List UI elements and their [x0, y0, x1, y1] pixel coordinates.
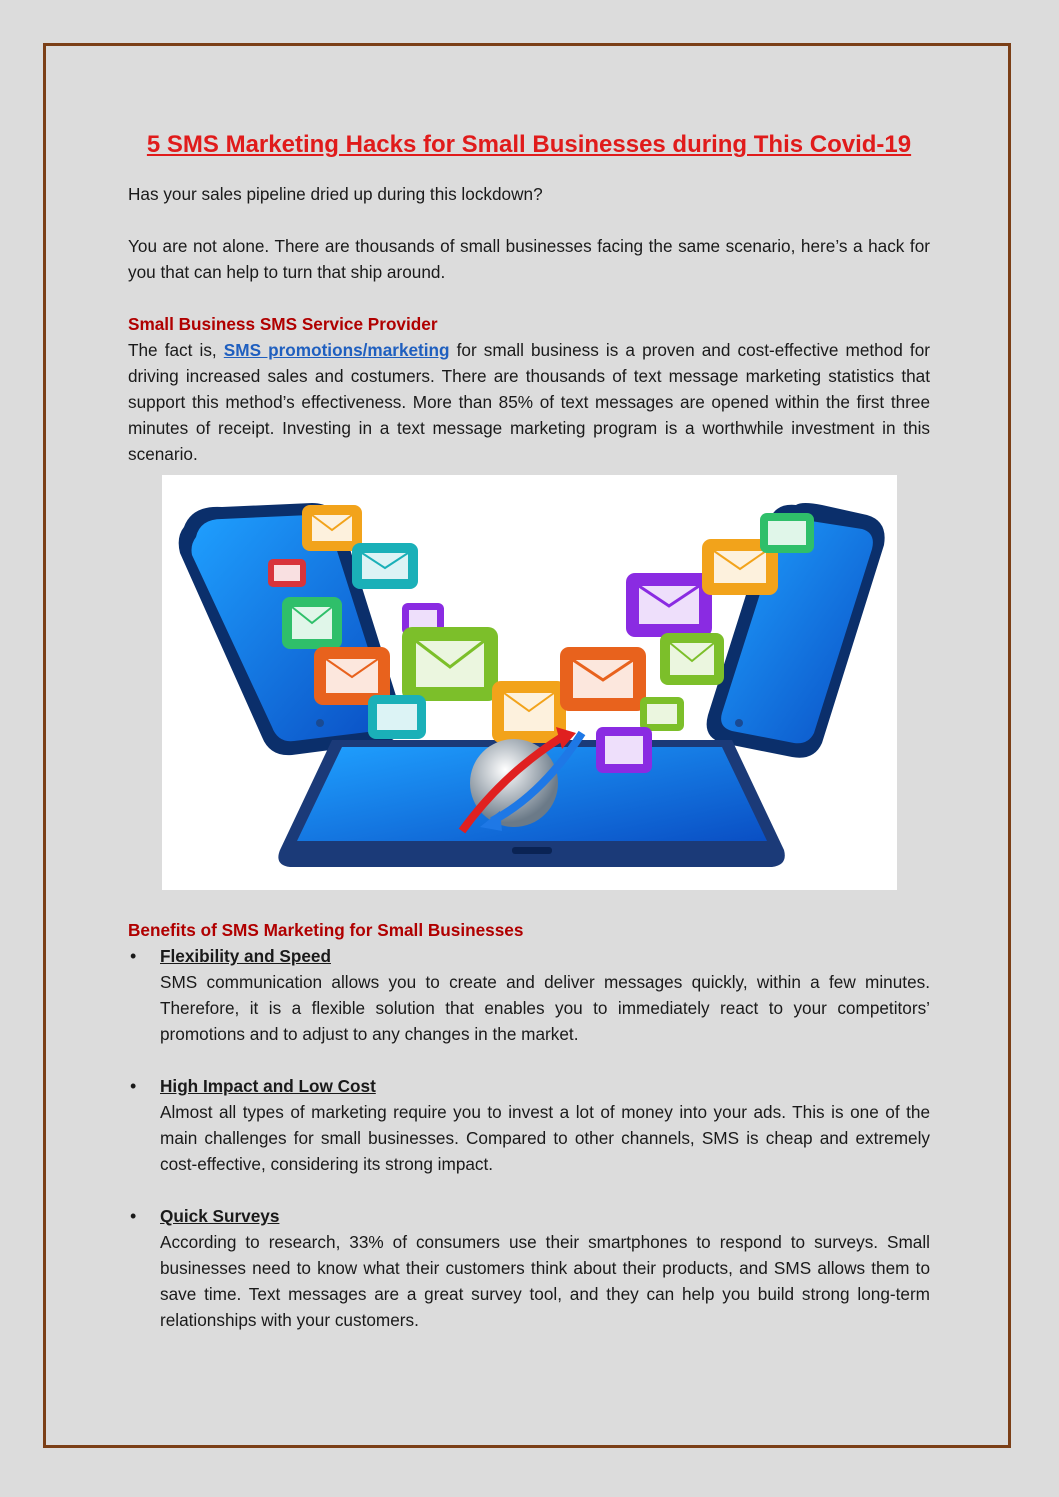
provider-heading: Small Business SMS Service Provider [128, 314, 438, 334]
bullet-icon: • [130, 1076, 137, 1096]
sms-marketing-illustration [162, 475, 897, 890]
provider-paragraph [128, 337, 930, 467]
benefit-text: Almost all types of marketing require you to invest a lot of money into your ads. This is one of the main challenges for small businesses. Compared to other channels, SMS is cheap and extremely cost-effective, considering its strong impact. [160, 1102, 930, 1174]
intro-paragraph: You are not alone. There are thousands of small businesses facing the same scenario, here’s a hack for you that can help to turn that ship around. [128, 236, 930, 282]
provider-text-start: The fact is, [128, 340, 224, 360]
benefit-title: High Impact and Low Cost [160, 1076, 376, 1096]
sms-illustration-graphic [162, 475, 897, 890]
document-body [128, 128, 930, 467]
benefit-title: Quick Surveys [160, 1206, 280, 1226]
benefit-text: According to research, 33% of consumers use their smartphones to respond to surveys. Small businesses need to know what their customers think about their products, and SMS allows them to save time. Text messages are a great survey tool, and they can help you build strong long-term relationships with your customers. [160, 1232, 930, 1330]
benefit-item [128, 943, 930, 1047]
benefit-title: Flexibility and Speed [160, 946, 331, 966]
page-title: 5 SMS Marketing Hacks for Small Businesses during This Covid-19 [146, 131, 912, 158]
sms-marketing-link[interactable]: SMS promotions/marketing [223, 340, 450, 360]
benefit-item [128, 1073, 930, 1177]
intro-question: Has your sales pipeline dried up during this lockdown? [128, 184, 543, 204]
bullet-icon: • [130, 1206, 137, 1226]
benefit-item [128, 1203, 930, 1333]
benefits-heading: Benefits of SMS Marketing for Small Businesses [128, 920, 524, 940]
benefit-text: SMS communication allows you to create and deliver messages quickly, within a few minutes. Therefore, it is a flexible solution that enables you to immediately react to your competitors’ promotions and to adjust to any changes in the market. [160, 972, 930, 1044]
provider-text-end: for small business is a proven and cost-effective method for driving increased sales and costumers. There are thousands of text message marketing statistics that support this method’s effectiveness. More than 85% of text messages are opened within the first three minutes of receipt. Investing in a text message marketing program is a worthwhile investment in this scenario. [128, 340, 930, 464]
benefits-section [128, 917, 930, 1333]
bullet-icon: • [130, 946, 137, 966]
